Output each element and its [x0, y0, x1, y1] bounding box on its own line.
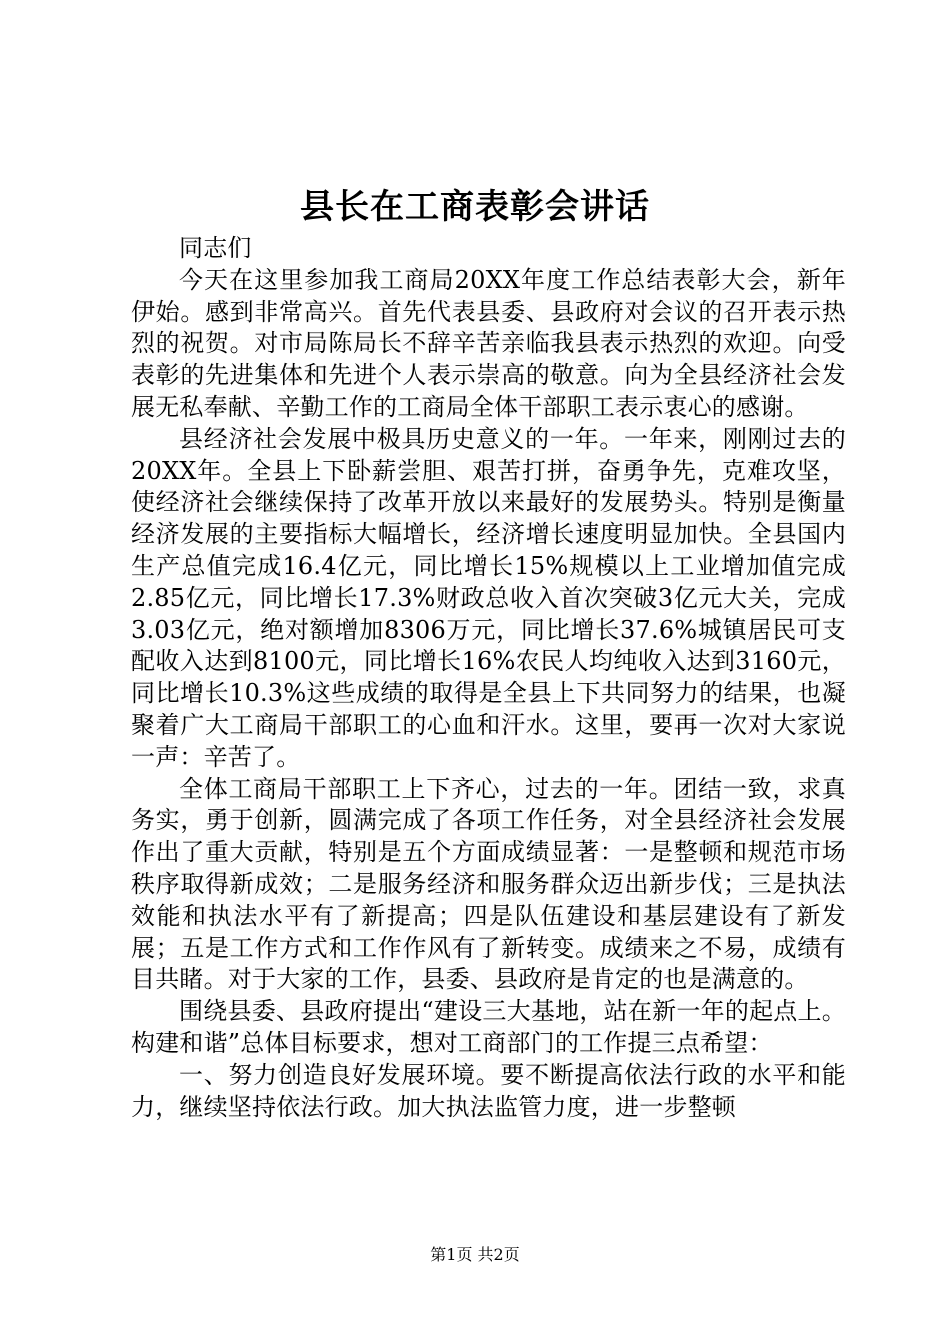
body-paragraph: 全体工商局干部职工上下齐心，过去的一年。团结一致，求真务实，勇于创新，圆满完成了各项工作任务，对全县经济社会发展作出了重大贡献，特别是五个方面成绩显著：一是整顿和规范市场秩序取得新成效；二是服务经济和服务群众迈出新步伐；三是执法效能和执法水平有了新提高；四是队伍建设和基层建设有了新发展；五是工作方式和工作作风有了新转变。成绩来之不易，成绩有目共睹。对于大家的工作，县委、县政府是肯定的也是满意的。	[131, 774, 846, 994]
salutation-paragraph: 同志们	[179, 234, 252, 262]
body-paragraph: 县经济社会发展中极具历史意义的一年。一年来，刚刚过去的20XX年。全县上下卧薪尝胆、艰苦打拼，奋勇争先，克难攻坚，使经济社会继续保持了改革开放以来最好的发展势头。特别是衡量经济发展的主要指标大幅增长，经济增长速度明显加快。全县国内生产总值完成16.4亿元，同比增长15%规模以上工业增加值完成2.85亿元，同比增长17.3%财政总收入首次突破3亿元大关，完成3.03亿元，绝对额增加8306万元，同比增长37.6%城镇居民可支配收入达到8100元，同比增长16%农民人均纯收入达到3160元，同比增长10.3%这些成绩的取得是全县上下共同努力的结果，也凝聚着广大工商局干部职工的心血和汗水。这里，要再一次对大家说一声：辛苦了。	[131, 424, 846, 771]
body-paragraph: 今天在这里参加我工商局20XX年度工作总结表彰大会，新年伊始。感到非常高兴。首先代表县委、县政府对会议的召开表示热烈的祝贺。对市局陈局长不辞辛苦亲临我县表示热烈的欢迎。向受表彰的先进集体和先进个人表示崇高的敬意。向为全县经济社会发展无私奉献、辛勤工作的工商局全体干部职工表示衷心的感谢。	[131, 265, 846, 421]
document-title: 县长在工商表彰会讲话	[300, 187, 650, 227]
body-paragraph: 围绕县委、县政府提出“建设三大基地，站在新一年的起点上。构建和谐”总体目标要求，想对工商部门的工作提三点希望：	[131, 997, 846, 1057]
document-body	[131, 233, 846, 1123]
body-paragraph: 一、努力创造良好发展环境。要不断提高依法行政的水平和能力，继续坚持依法行政。加大执法监管力度，进一步整顿	[131, 1060, 846, 1121]
page-footer: 第1页 共2页	[430, 1245, 520, 1264]
